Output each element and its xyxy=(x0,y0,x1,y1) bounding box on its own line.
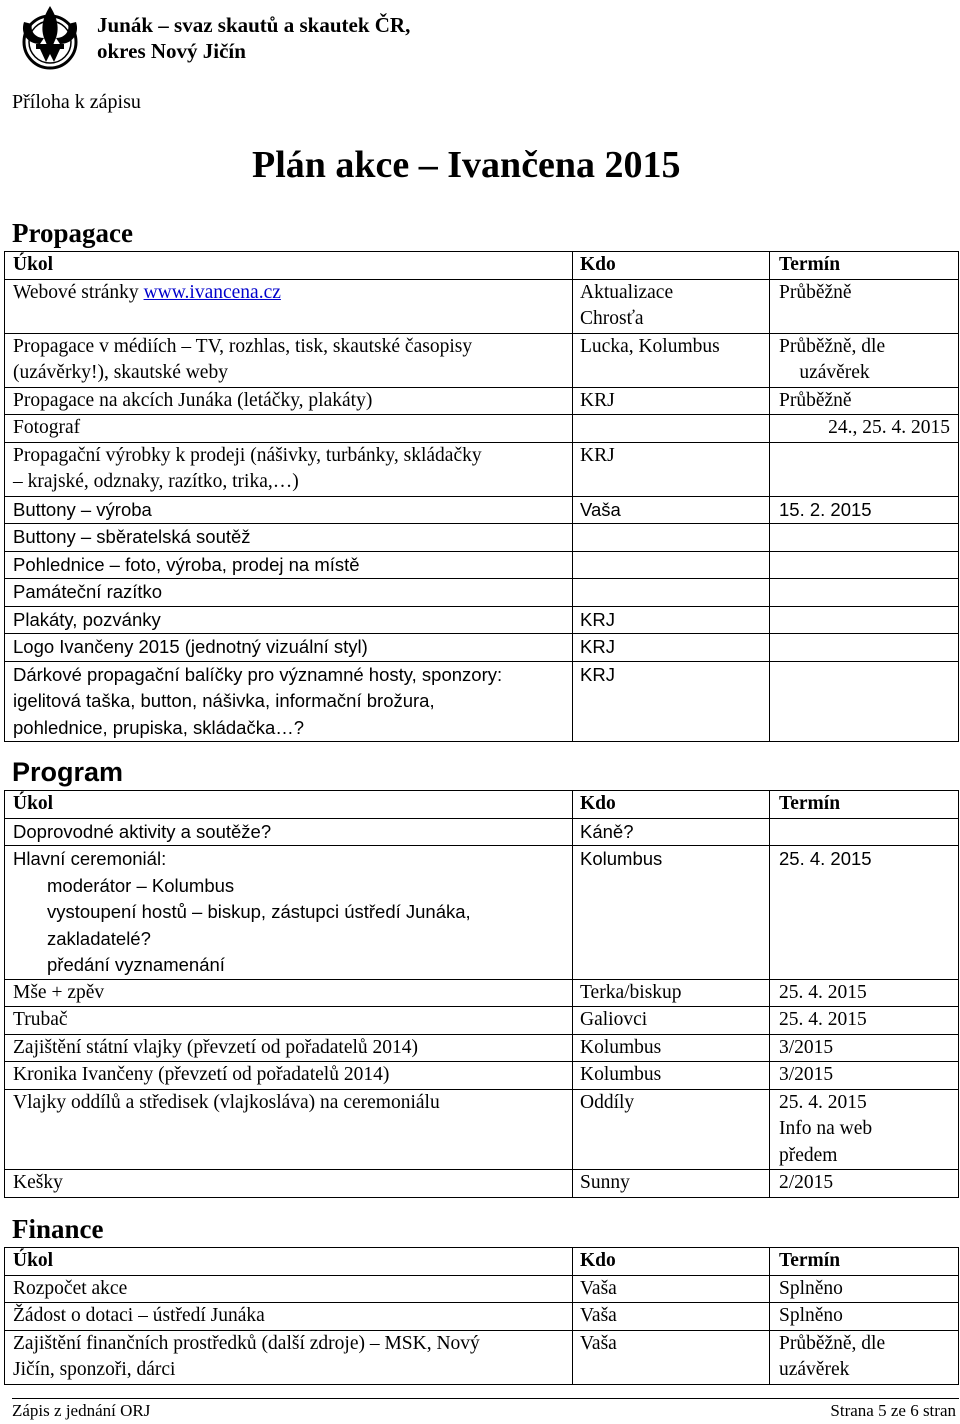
footer-page-number: Strana 5 ze 6 stran xyxy=(830,1401,956,1420)
task-cell: Buttony – sběratelská soutěž xyxy=(5,524,573,552)
task-cell: Kešky xyxy=(5,1170,573,1198)
who-cell xyxy=(573,415,770,443)
task-cell: Dárkové propagační balíčky pro významné hosty, sponzory: igelitová taška, button, nášivka, informační brožura, pohlednice, prupiska, skládačka…? xyxy=(5,661,573,742)
term-cell xyxy=(770,579,959,607)
task-cell: Rozpočet akce xyxy=(5,1275,573,1303)
col-task-header: Úkol xyxy=(5,791,573,819)
who-cell: Kolumbus xyxy=(573,846,770,980)
program-table xyxy=(4,790,959,1198)
task-cell: Kronika Ivančeny (převzetí od pořadatelů 2014) xyxy=(5,1062,573,1090)
who-cell: Oddíly xyxy=(573,1089,770,1170)
table-row xyxy=(5,1275,959,1303)
task-cell: Zajištění finančních prostředků (další zdroje) – MSK, Nový Jičín, sponzoři, dárci xyxy=(5,1330,573,1384)
scout-lily-logo-icon xyxy=(10,2,90,70)
task-cell: Hlavní ceremoniál: moderátor – Kolumbus vystoupení hostů – biskup, zástupci ústředí Junáka, zakladatelé? předání vyznamenání xyxy=(5,846,573,980)
task-cell: Zajištění státní vlajky (převzetí od pořadatelů 2014) xyxy=(5,1034,573,1062)
footer-divider xyxy=(12,1398,959,1399)
term-cell: 24., 25. 4. 2015 xyxy=(770,415,959,443)
col-term-header: Termín xyxy=(770,252,959,280)
task-cell: Památeční razítko xyxy=(5,579,573,607)
col-term-header: Termín xyxy=(770,1248,959,1276)
term-cell: 25. 4. 2015 xyxy=(770,979,959,1007)
table-row xyxy=(5,1089,959,1170)
task-cell: Vlajky oddílů a středisek (vlajkosláva) na ceremoniálu xyxy=(5,1089,573,1170)
term-cell: 3/2015 xyxy=(770,1062,959,1090)
task-cell: Pohlednice – foto, výroba, prodej na místě xyxy=(5,551,573,579)
table-header-row xyxy=(5,791,959,819)
who-cell: Kolumbus xyxy=(573,1034,770,1062)
table-row xyxy=(5,846,959,980)
table-row xyxy=(5,979,959,1007)
who-cell: Lucka, Kolumbus xyxy=(573,333,770,387)
who-cell: KRJ xyxy=(573,606,770,634)
term-cell: Splněno xyxy=(770,1275,959,1303)
table-row xyxy=(5,634,959,662)
who-cell: Terka/biskup xyxy=(573,979,770,1007)
term-cell xyxy=(770,524,959,552)
task-cell: Propagace na akcích Junáka (letáčky, plakáty) xyxy=(5,387,573,415)
task-cell: Mše + zpěv xyxy=(5,979,573,1007)
who-cell: Galiovci xyxy=(573,1007,770,1035)
who-cell xyxy=(573,524,770,552)
task-cell: Logo Ivančeny 2015 (jednotný vizuální styl) xyxy=(5,634,573,662)
who-cell: Vaša xyxy=(573,496,770,524)
table-row xyxy=(5,818,959,846)
who-cell: KRJ xyxy=(573,442,770,496)
table-row xyxy=(5,1007,959,1035)
who-cell: Vaša xyxy=(573,1275,770,1303)
table-row xyxy=(5,551,959,579)
footer-left: Zápis z jednání ORJ xyxy=(12,1401,151,1420)
task-cell: Webové stránky www.ivancena.cz xyxy=(5,279,573,333)
table-row xyxy=(5,1170,959,1198)
col-task-header: Úkol xyxy=(5,252,573,280)
task-cell: Propagační výrobky k prodeji (nášivky, turbánky, skládačky – krajské, odznaky, razítko, trika,…) xyxy=(5,442,573,496)
who-cell xyxy=(573,579,770,607)
term-cell: 25. 4. 2015 xyxy=(770,846,959,980)
page-header xyxy=(0,0,960,80)
term-cell xyxy=(770,661,959,742)
table-row xyxy=(5,442,959,496)
col-who-header: Kdo xyxy=(573,1248,770,1276)
who-cell: Káně? xyxy=(573,818,770,846)
who-cell: Vaša xyxy=(573,1330,770,1384)
col-who-header: Kdo xyxy=(573,252,770,280)
who-cell: KRJ xyxy=(573,387,770,415)
term-cell: 3/2015 xyxy=(770,1034,959,1062)
table-row xyxy=(5,1303,959,1331)
table-row xyxy=(5,279,959,333)
table-row xyxy=(5,333,959,387)
term-cell: 15. 2. 2015 xyxy=(770,496,959,524)
table-row xyxy=(5,579,959,607)
attachment-label: Příloha k zápisu xyxy=(12,91,141,113)
table-header-row xyxy=(5,252,959,280)
term-cell xyxy=(770,634,959,662)
table-row xyxy=(5,1034,959,1062)
task-cell: Trubač xyxy=(5,1007,573,1035)
section-heading-propagace: Propagace xyxy=(12,218,133,248)
table-row xyxy=(5,387,959,415)
who-cell: KRJ xyxy=(573,661,770,742)
term-cell: Průběžně, dle uzávěrek xyxy=(770,1330,959,1384)
organization-name: Junák – svaz skautů a skautek ČR, okres Nový Jičín xyxy=(97,13,411,63)
term-cell: 25. 4. 2015 Info na web předem xyxy=(770,1089,959,1170)
task-cell: Plakáty, pozvánky xyxy=(5,606,573,634)
website-link[interactable]: www.ivancena.cz xyxy=(143,281,281,303)
section-heading-finance: Finance xyxy=(12,1214,104,1244)
table-row xyxy=(5,496,959,524)
task-cell: Buttony – výroba xyxy=(5,496,573,524)
term-cell: Průběžně xyxy=(770,279,959,333)
table-row xyxy=(5,415,959,443)
task-cell: Žádost o dotaci – ústředí Junáka xyxy=(5,1303,573,1331)
term-cell: Průběžně, dle uzávěrek xyxy=(770,333,959,387)
propagace-table xyxy=(4,251,959,742)
table-row xyxy=(5,661,959,742)
table-row xyxy=(5,524,959,552)
task-cell: Doprovodné aktivity a soutěže? xyxy=(5,818,573,846)
task-cell: Propagace v médiích – TV, rozhlas, tisk, skautské časopisy (uzávěrky!), skautské weby xyxy=(5,333,573,387)
col-task-header: Úkol xyxy=(5,1248,573,1276)
who-cell: Kolumbus xyxy=(573,1062,770,1090)
who-cell: Sunny xyxy=(573,1170,770,1198)
term-cell: 2/2015 xyxy=(770,1170,959,1198)
col-term-header: Termín xyxy=(770,791,959,819)
section-heading-program: Program xyxy=(12,757,124,787)
term-cell xyxy=(770,606,959,634)
table-row xyxy=(5,606,959,634)
who-cell xyxy=(573,551,770,579)
finance-table xyxy=(4,1247,959,1385)
term-cell xyxy=(770,442,959,496)
table-row xyxy=(5,1330,959,1384)
who-cell: KRJ xyxy=(573,634,770,662)
task-cell: Fotograf xyxy=(5,415,573,443)
term-cell: 25. 4. 2015 xyxy=(770,1007,959,1035)
term-cell: Průběžně xyxy=(770,387,959,415)
table-row xyxy=(5,1062,959,1090)
term-cell xyxy=(770,551,959,579)
page-title: Plán akce – Ivančena 2015 xyxy=(252,144,681,186)
table-header-row xyxy=(5,1248,959,1276)
who-cell: Vaša xyxy=(573,1303,770,1331)
term-cell: Splněno xyxy=(770,1303,959,1331)
col-who-header: Kdo xyxy=(573,791,770,819)
who-cell: Aktualizace Chrosťa xyxy=(573,279,770,333)
term-cell xyxy=(770,818,959,846)
